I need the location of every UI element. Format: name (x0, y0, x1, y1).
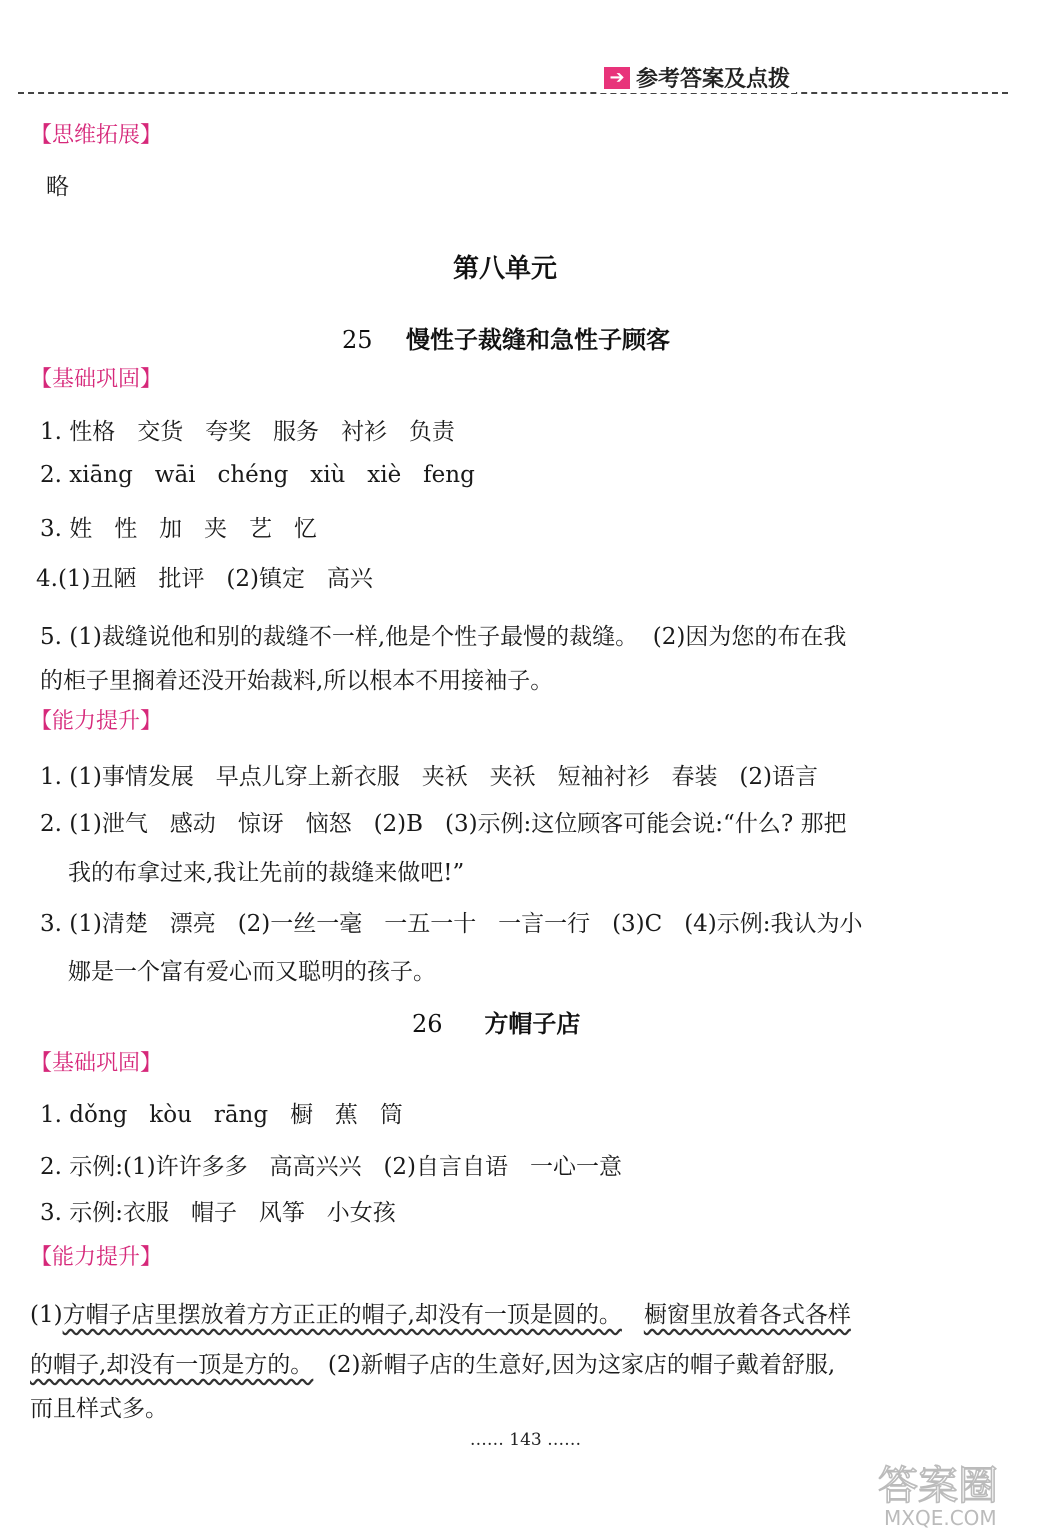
section-label-jichu-26: 【基础巩固】 (30, 1051, 163, 1076)
section-label-nengli-26: 【能力提升】 (30, 1245, 163, 1270)
section-label-siwei: 【思维拓展】 (30, 123, 163, 148)
page-dots-right: …… (547, 1430, 582, 1450)
svg-text:MXQE.COM: MXQE.COM (884, 1506, 997, 1530)
arrow-right-icon: ➔ (604, 67, 630, 89)
lesson-25-heading (342, 320, 670, 355)
page-number (0, 1430, 1051, 1450)
l25-jichu-line-2: 2. xiāng wāi chéng xiù xiè feng (40, 462, 475, 488)
l26-underlined-sentence-2b: 的帽子,却没有一顶是方的。 (30, 1352, 314, 1378)
l26-answer-rest: (2)新帽子店的生意好,因为这家店的帽子戴着舒服, (313, 1352, 836, 1378)
header-divider (18, 92, 1008, 94)
l25-jichu-line-3: 3. 姓 性 加 夹 艺 忆 (40, 516, 317, 542)
l25-nengli-line-5: 娜是一个富有爱心而又聪明的孩子。 (68, 959, 436, 985)
l26-jichu-line-1: 1. dǒng kòu rāng 橱 蕉 筒 (40, 1102, 403, 1128)
l26-answer-line-2 (30, 1346, 835, 1379)
siwei-answer: 略 (46, 174, 69, 200)
page-number-value: 143 (509, 1430, 542, 1450)
l25-jichu-line-4: 4.(1)丑陋 批评 (2)镇定 高兴 (36, 566, 373, 592)
l26-answer-prefix: (1) (30, 1302, 63, 1328)
l25-nengli-line-1: 1. (1)事情发展 早点儿穿上新衣服 夹袄 夹袄 短袖衬衫 春装 (2)语言 (40, 764, 819, 790)
svg-text:答案圈: 答案圈 (878, 1463, 998, 1509)
l25-jichu-line-1: 1. 性格 交货 夸奖 服务 衬衫 负责 (40, 419, 455, 445)
l26-underlined-sentence-2a: 橱窗里放着各式各样 (643, 1302, 851, 1328)
l26-underlined-sentence-1: 方帽子店里摆放着方方正正的帽子,却没有一顶是圆的。 (62, 1302, 622, 1328)
l25-jichu-line-5: 5. (1)裁缝说他和别的裁缝不一样,他是个性子最慢的裁缝。 (2)因为您的布在我 (40, 624, 847, 650)
l26-answer-line-3: 而且样式多。 (30, 1396, 168, 1422)
lesson-26-heading (412, 1004, 580, 1039)
l26-jichu-line-3: 3. 示例:衣服 帽子 风筝 小女孩 (40, 1200, 396, 1226)
l26-jichu-line-2: 2. 示例:(1)许许多多 高高兴兴 (2)自言自语 一心一意 (40, 1154, 622, 1180)
header-title: 参考答案及点拨 (636, 67, 791, 92)
lesson-26-title: 方帽子店 (484, 1010, 581, 1038)
page-dots-left: …… (469, 1430, 504, 1450)
l25-nengli-line-3: 我的布拿过来,我让先前的裁缝来做吧!” (68, 860, 465, 886)
lesson-25-number: 25 (342, 326, 373, 354)
lesson-26-number: 26 (412, 1010, 443, 1038)
l25-jichu-line-6: 的柜子里搁着还没开始裁料,所以根本不用接袖子。 (40, 668, 554, 694)
section-label-nengli-25: 【能力提升】 (30, 709, 163, 734)
lesson-25-title: 慢性子裁缝和急性子顾客 (405, 326, 670, 354)
l26-answer-line-1 (30, 1296, 851, 1329)
section-label-jichu-25: 【基础巩固】 (30, 367, 163, 392)
unit-title: 第八单元 (453, 254, 558, 284)
page-header (598, 62, 796, 93)
l25-nengli-line-4: 3. (1)清楚 漂亮 (2)一丝一毫 一五一十 一言一行 (3)C (4)示例:我认为小 (40, 911, 863, 937)
l25-nengli-line-2: 2. (1)泄气 感动 惊讶 恼怒 (2)B (3)示例:这位顾客可能会说:“什么? 那把 (40, 811, 847, 837)
watermark-logo (870, 1455, 1040, 1531)
